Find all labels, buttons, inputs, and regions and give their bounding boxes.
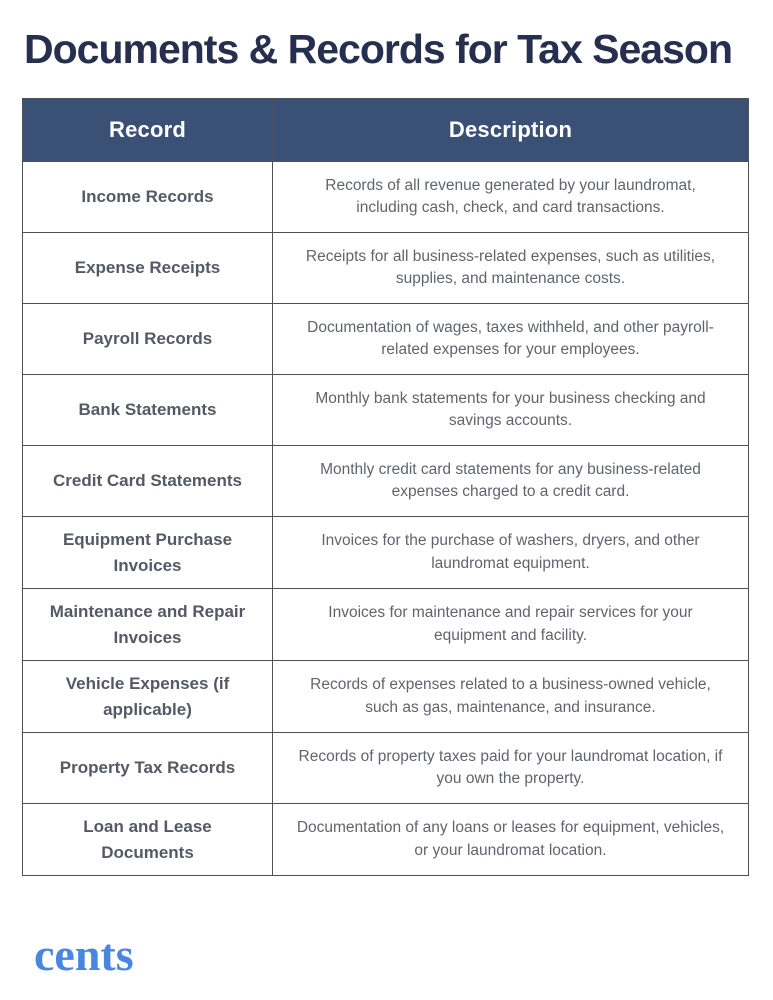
- header-description: Description: [273, 99, 749, 162]
- tax-documents-table: [22, 98, 749, 876]
- table-row: [23, 661, 749, 733]
- table-row: [23, 304, 749, 375]
- record-cell: Bank Statements: [23, 375, 273, 446]
- description-cell: Invoices for the purchase of washers, dryers, and other laundromat equipment.: [273, 517, 749, 589]
- table-row: [23, 517, 749, 589]
- table-row: [23, 733, 749, 804]
- record-cell: Payroll Records: [23, 304, 273, 375]
- record-cell: Credit Card Statements: [23, 446, 273, 517]
- record-cell: Equipment Purchase Invoices: [23, 517, 273, 589]
- description-cell: Documentation of any loans or leases for equipment, vehicles, or your laundromat location.: [273, 804, 749, 876]
- table-body: [23, 162, 749, 876]
- table-row: [23, 233, 749, 304]
- description-cell: Monthly credit card statements for any business-related expenses charged to a credit card.: [273, 446, 749, 517]
- description-cell: Monthly bank statements for your business checking and savings accounts.: [273, 375, 749, 446]
- header-row: [23, 99, 749, 162]
- description-cell: Invoices for maintenance and repair services for your equipment and facility.: [273, 589, 749, 661]
- record-cell: Income Records: [23, 162, 273, 233]
- description-cell: Records of expenses related to a business-owned vehicle, such as gas, maintenance, and insurance.: [273, 661, 749, 733]
- description-cell: Records of all revenue generated by your laundromat, including cash, check, and card transactions.: [273, 162, 749, 233]
- page-title: Documents & Records for Tax Season: [24, 26, 732, 72]
- description-cell: Records of property taxes paid for your laundromat location, if you own the property.: [273, 733, 749, 804]
- table-row: [23, 375, 749, 446]
- table-row: [23, 446, 749, 517]
- table-header: [23, 99, 749, 162]
- description-cell: Receipts for all business-related expenses, such as utilities, supplies, and maintenance costs.: [273, 233, 749, 304]
- description-cell: Documentation of wages, taxes withheld, and other payroll-related expenses for your employees.: [273, 304, 749, 375]
- record-cell: Vehicle Expenses (if applicable): [23, 661, 273, 733]
- table-row: [23, 804, 749, 876]
- table-row: [23, 589, 749, 661]
- record-cell: Maintenance and Repair Invoices: [23, 589, 273, 661]
- record-cell: Expense Receipts: [23, 233, 273, 304]
- cents-logo: cents: [34, 929, 134, 980]
- table-row: [23, 162, 749, 233]
- record-cell: Property Tax Records: [23, 733, 273, 804]
- header-record: Record: [23, 99, 273, 162]
- record-cell: Loan and Lease Documents: [23, 804, 273, 876]
